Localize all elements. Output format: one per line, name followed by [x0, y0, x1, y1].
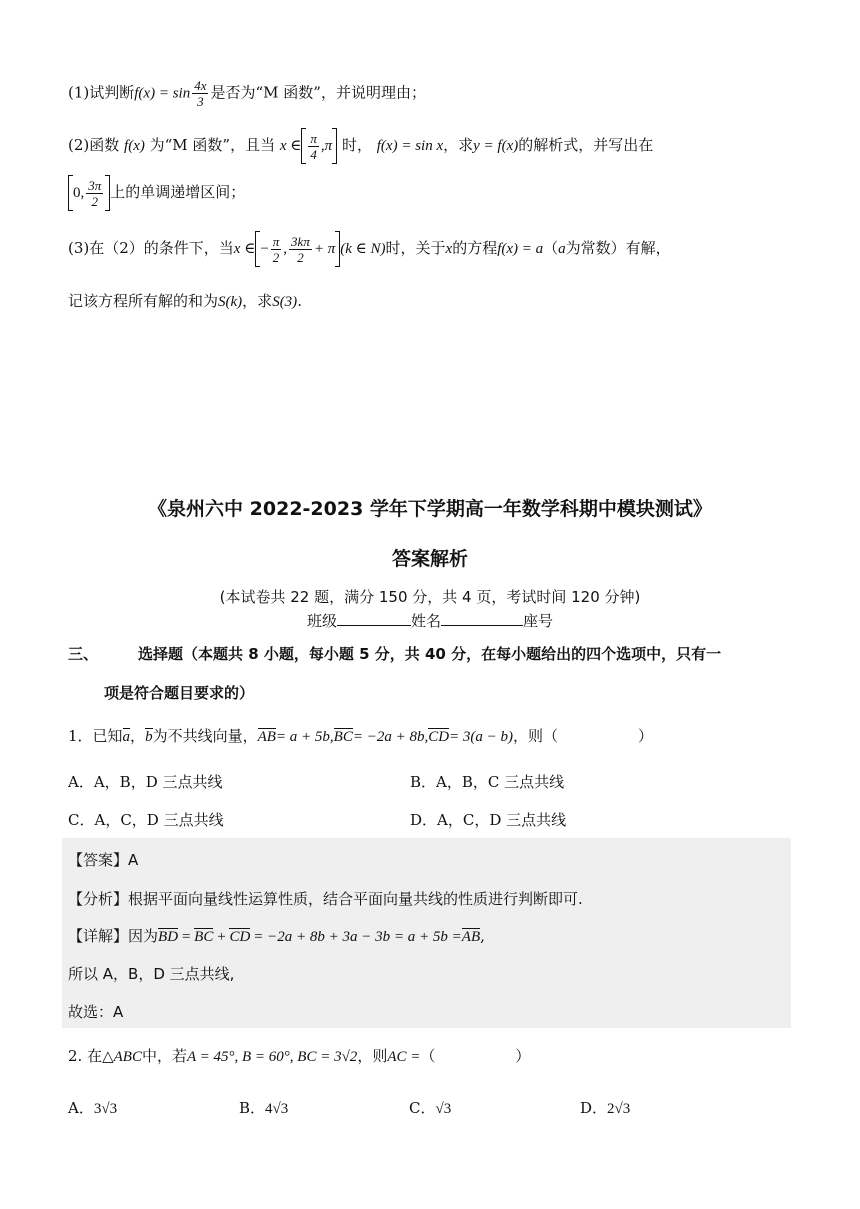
detail-label: 【详解】 [68, 927, 129, 945]
x-var: x [445, 241, 453, 257]
fraction-num: π [272, 233, 280, 249]
problem-part-2-cont [68, 175, 245, 211]
detail-end: , [480, 927, 485, 945]
s-3: S(3) [272, 294, 298, 310]
option-text: 4√3 [265, 1101, 289, 1117]
interval-start: 0, [73, 185, 85, 201]
answer-label: 【答案】 [68, 851, 129, 869]
question-1-stem [68, 725, 653, 746]
q1-analysis [68, 888, 583, 909]
q1-choose: 故选：A [68, 1003, 124, 1021]
vector-AB: AB [461, 929, 481, 945]
fraction-den: 2 [91, 193, 98, 209]
fraction-den: 3 [197, 94, 204, 109]
vector-CD: CD [428, 729, 450, 745]
s-k: S(k) [218, 294, 243, 310]
name-label: 姓名 [410, 612, 441, 630]
section-heading-cont [104, 682, 254, 703]
detail-pre: 因为 [128, 927, 159, 945]
option-label: C． [409, 1099, 436, 1117]
minus: − [260, 241, 269, 257]
k-in-n: (k ∈ N) [340, 241, 386, 257]
q2-x-in: x ∈ [279, 138, 302, 154]
question-2-stem [68, 1045, 530, 1066]
exam-subtitle: 答案解析 [391, 548, 468, 570]
fraction-den: 4 [310, 146, 317, 162]
q1-detail [68, 925, 485, 946]
option-label: A． [68, 1099, 94, 1117]
q1-option-b[interactable] [410, 771, 564, 792]
eq-sign: = [181, 929, 192, 945]
comma: , [283, 241, 288, 257]
q3-line2-a: 记该方程所有解的和为 [68, 292, 219, 310]
option-text: 3√3 [93, 1101, 118, 1117]
fraction-num: π [310, 130, 317, 146]
q1-so: 所以 A，B，D 三点共线, [68, 965, 235, 983]
analysis-text: 根据平面向量线性运算性质，结合平面向量共线的性质进行判断即可. [128, 890, 583, 908]
fraction-pi-4 [308, 131, 319, 162]
q1-option-a[interactable] [68, 771, 223, 792]
q2-tail: 上的单调递增区间； [110, 183, 246, 201]
answer-value: A [128, 851, 139, 869]
student-info-row [0, 610, 860, 631]
exam-info: (本试卷共 22 题，满分 150 分，共 4 页，考试时间 120 分钟) [219, 588, 641, 606]
q3-text-a: (3)在（2）的条件下，当 [68, 239, 234, 257]
q1-eq2: = −2a + 8b, [352, 729, 429, 745]
q1-func: f(x) = sin [134, 85, 191, 102]
q3-text-b: 时，关于 [385, 239, 446, 257]
fraction-num: 3kπ [291, 233, 310, 249]
seat-label: 座号 [523, 612, 554, 630]
name-blank [441, 611, 523, 626]
section-text: 选择题（本题共 8 小题，每小题 5 分，共 40 分，在每小题给出的四个选项中，只有一 [138, 645, 722, 663]
bracket-right [332, 128, 337, 164]
q2-stem-c: ，则 [357, 1047, 388, 1065]
section-text-2: 项是符合题目要求的） [104, 684, 255, 702]
q2-option-d[interactable] [580, 1097, 630, 1118]
q3-text-c: 的方程 [452, 239, 498, 257]
option-label: D． [580, 1099, 608, 1117]
option-text: √3 [435, 1101, 452, 1117]
q1-eq3: = 3(a − b) [449, 729, 514, 745]
q1-stem-a: 1．已知 [68, 727, 123, 745]
plus-sign: + [216, 929, 227, 945]
fraction-num: 3π [88, 177, 102, 193]
q3-eq: f(x) = a [497, 241, 544, 257]
vector-BC: BC [194, 929, 214, 945]
q1-tail: 是否为“M 函数”，并说明理由； [210, 83, 426, 102]
section-number: 三、 [68, 645, 99, 663]
comma: ， [130, 727, 146, 745]
vector-AB: AB [257, 729, 276, 745]
q2-text-e: 的解析式，并写出在 [518, 136, 654, 154]
q2-y: y = f(x) [473, 138, 519, 154]
option-label: B． [239, 1099, 266, 1117]
q3-x-in: x ∈ [233, 241, 256, 257]
fraction-3kpi-2 [289, 234, 312, 265]
q1-stem-c: ，则（ [513, 727, 559, 745]
plus-pi: + π [313, 241, 336, 257]
fraction-den: 2 [297, 249, 304, 265]
a-var: a [558, 241, 566, 257]
q2-option-a[interactable] [68, 1097, 117, 1118]
vector-BD: BD [158, 929, 179, 945]
q2-text-a: (2)函数 [68, 136, 120, 154]
fraction-den: 2 [272, 249, 280, 265]
option-text: A，B，D 三点共线 [93, 773, 223, 791]
q1-option-c[interactable] [68, 809, 224, 830]
q2-func: f(x) [124, 138, 145, 154]
q3-line2-c: . [297, 292, 302, 310]
problem-part-3 [68, 231, 671, 267]
problem-part-3-cont [68, 290, 302, 311]
q2-stem-a: 2. 在 [68, 1047, 103, 1065]
problem-part-1 [68, 78, 426, 109]
fraction-3pi-2 [86, 178, 103, 209]
q3-line2-b: ，求 [242, 292, 273, 310]
triangle-abc: △ABC [102, 1049, 142, 1065]
q2-condition: A = 45°, B = 60°, BC = 3√2 [186, 1049, 358, 1065]
q2-text-b: 为“M 函数”，且当 [149, 136, 276, 154]
q2-text-d: ，求 [443, 136, 474, 154]
fraction-4x-3 [192, 78, 208, 109]
fraction-pi-2 [271, 234, 282, 265]
vector-CD: CD [229, 929, 251, 945]
q2-text-c: 时， [341, 136, 372, 154]
q1-label: (1)试判断 [68, 83, 135, 102]
analysis-label: 【分析】 [68, 890, 129, 908]
section-heading [68, 643, 721, 664]
q3-text-e: 为常数）有解， [565, 239, 671, 257]
class-blank [337, 611, 411, 626]
class-label: 班级 [306, 612, 337, 630]
q2-ac: AC = [387, 1049, 421, 1065]
problem-part-2 [68, 128, 653, 164]
exam-title: 《泉州六中 2022-2023 学年下学期高一年数学科期中模块测试》 [148, 498, 712, 520]
vector-a: a [122, 729, 131, 745]
q2-option-b[interactable] [239, 1097, 288, 1118]
option-label: B． [410, 773, 437, 791]
q1-answer [68, 849, 138, 870]
q1-eq1: = a + 5b, [275, 729, 334, 745]
interval-tail: ,π [320, 138, 333, 154]
q2-option-c[interactable] [409, 1097, 451, 1118]
option-text: A，C，D 三点共线 [94, 811, 224, 829]
detail-rest: = −2a + 8b + 3a − 3b = a + 5b = [253, 929, 462, 945]
option-text: A，C，D 三点共线 [437, 811, 567, 829]
option-label: A． [68, 773, 94, 791]
q2-eq: f(x) = sin x [376, 138, 444, 154]
option-text: A，B，C 三点共线 [436, 773, 565, 791]
option-text: 2√3 [607, 1101, 631, 1117]
vector-b: b [145, 729, 153, 745]
q1-option-d[interactable] [410, 809, 566, 830]
option-label: C． [68, 811, 95, 829]
bracket-left [301, 128, 306, 164]
vector-BC: BC [333, 729, 353, 745]
option-label: D． [410, 811, 438, 829]
fraction-num: 4x [194, 78, 207, 93]
q2-paren-close: ） [515, 1047, 531, 1065]
q3-text-d: （ [543, 239, 559, 257]
q2-paren: （ [420, 1047, 436, 1065]
q2-stem-b: 中，若 [141, 1047, 187, 1065]
q1-paren-close: ） [638, 727, 654, 745]
q1-stem-b: 为不共线向量， [152, 727, 258, 745]
